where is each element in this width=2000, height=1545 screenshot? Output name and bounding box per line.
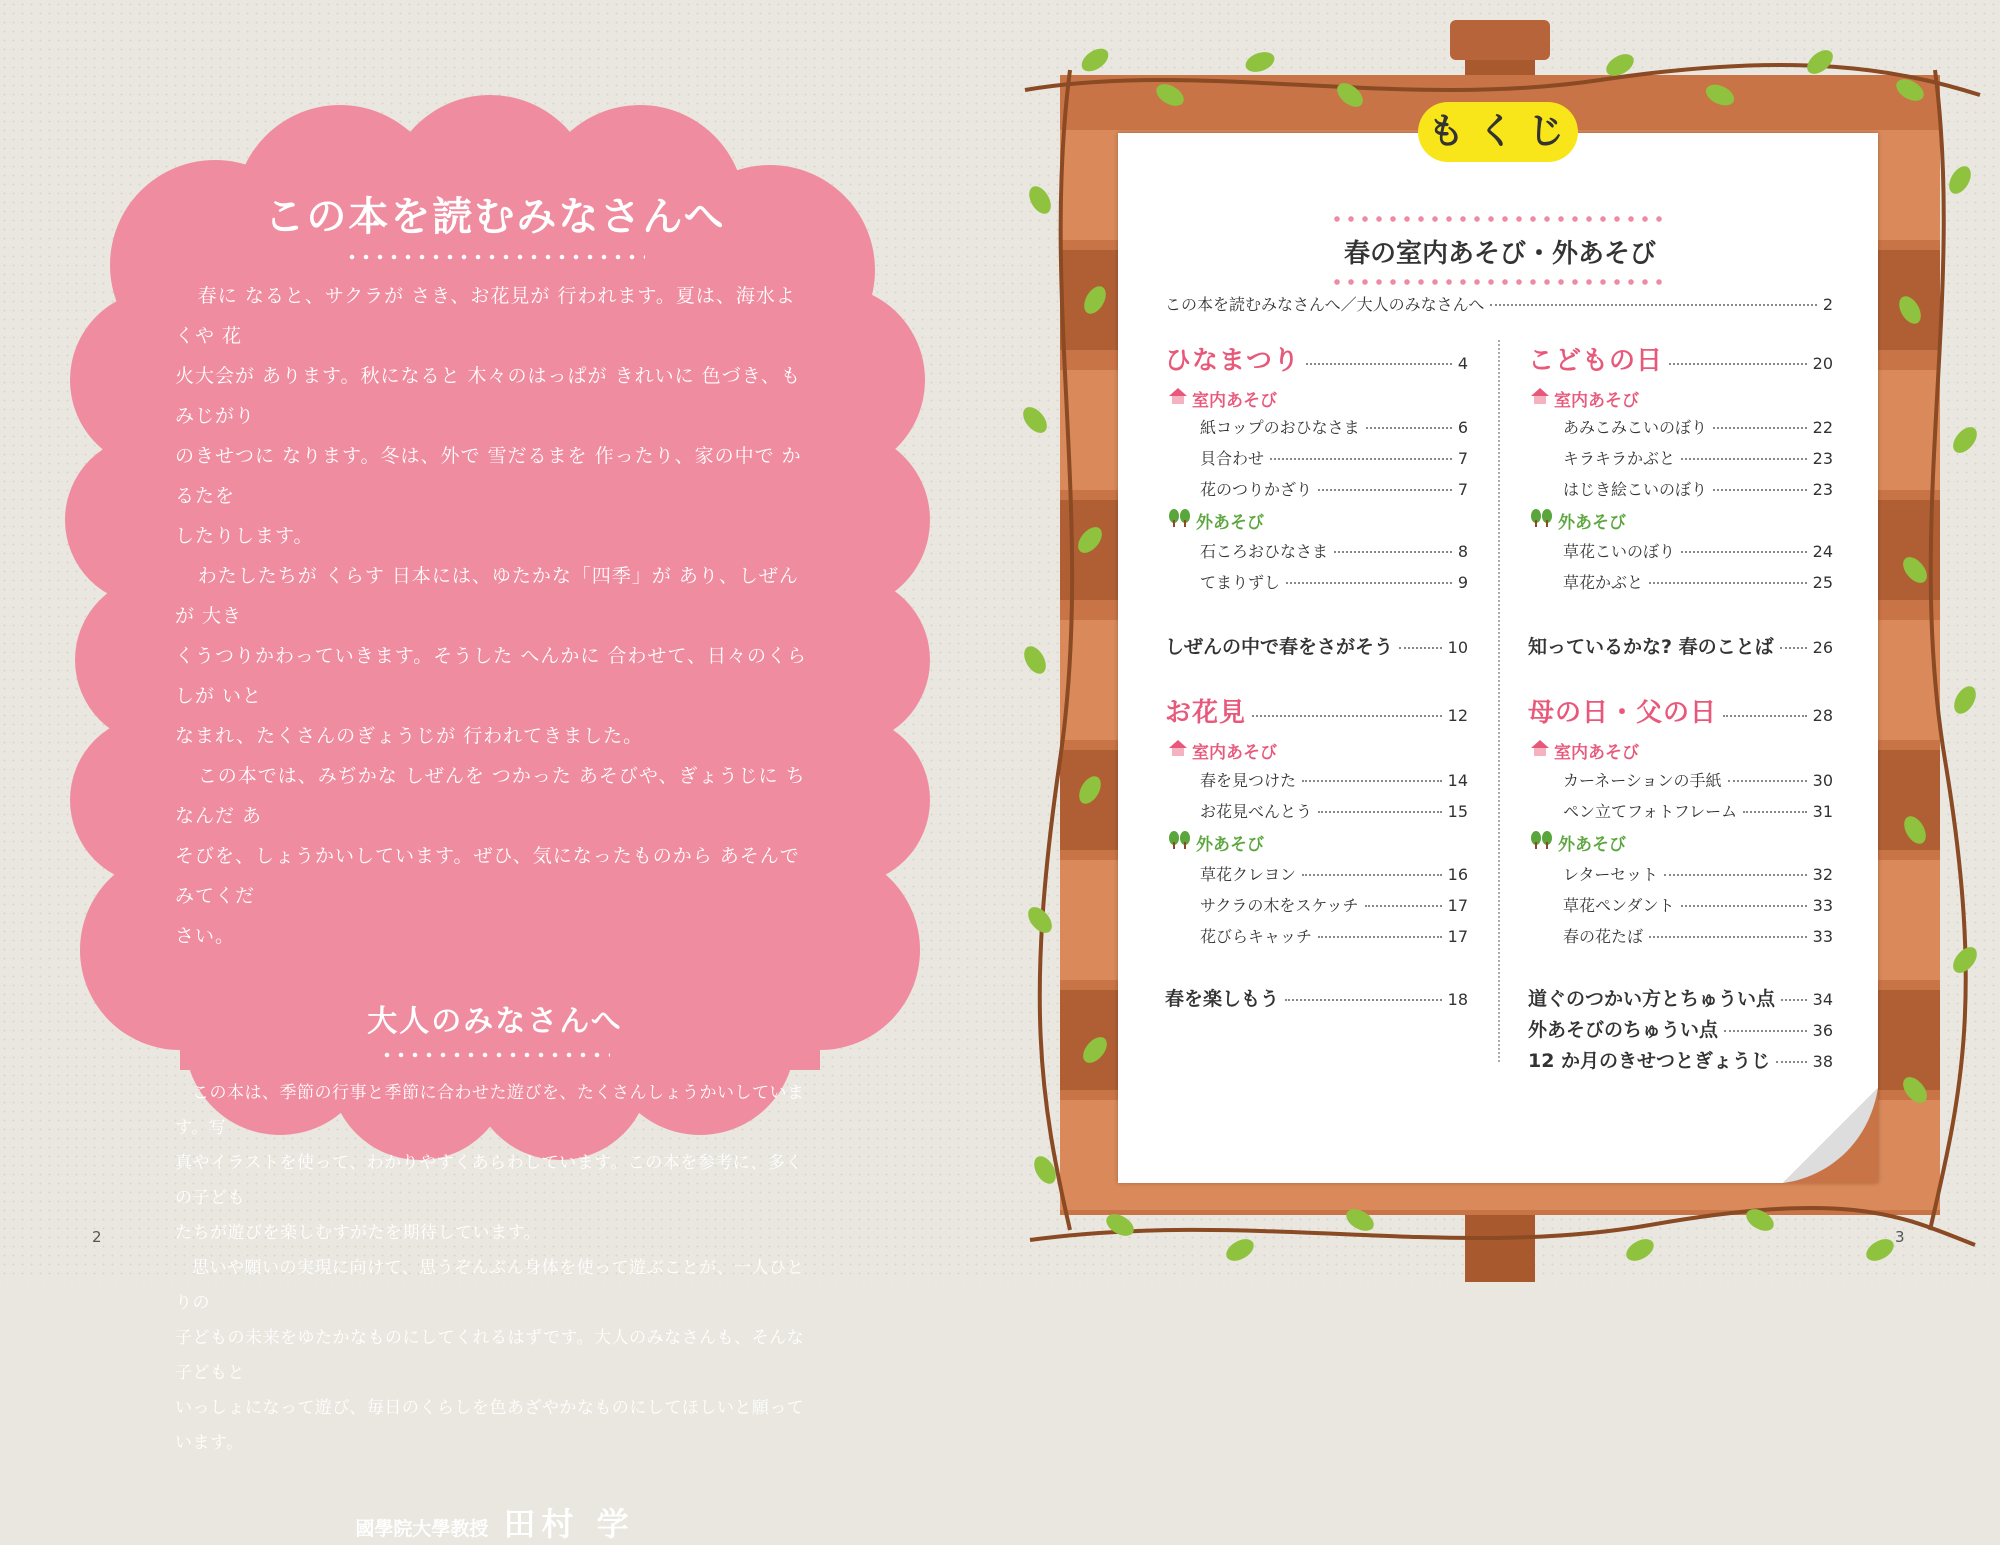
toc-entry-label: 12 か月のきせつとぎょうじ	[1528, 1050, 1771, 1072]
dot-leader	[1286, 582, 1452, 584]
toc-entry-page: 32	[1812, 865, 1833, 884]
toc-entry-page: 22	[1812, 418, 1833, 437]
dot-leader	[1399, 647, 1442, 649]
house-icon	[1168, 739, 1188, 762]
toc-entry[interactable]	[1200, 862, 1468, 885]
dotted-divider	[380, 1050, 610, 1060]
toc-entry[interactable]	[1563, 477, 1833, 500]
paragraph-line: この本では、みぢかな しぜんを つかった あそびや、ぎょうじに ちなんだ あ	[175, 765, 806, 827]
toc-entry-page: 23	[1812, 449, 1833, 468]
paragraph-line: 火大会が あります。秋になると 木々のはっぱが きれいに 色づき、もみじがり	[175, 365, 801, 427]
toc-entry-page: 9	[1457, 573, 1468, 592]
paragraph-line: なまれ、たくさんのぎょうじが 行われてきました。	[175, 725, 644, 747]
contents-badge: もくじ	[1418, 102, 1578, 162]
indoor-play-label: 室内あそび	[1192, 743, 1277, 763]
toc-entry-label: この本を読むみなさんへ／大人のみなさんへ	[1165, 295, 1485, 314]
toc-entry-extra[interactable]	[1528, 984, 1833, 1011]
paragraph-line: たちが遊びを楽しむすがたを期待しています。	[175, 1223, 542, 1243]
trees-icon	[1168, 509, 1192, 532]
dot-leader	[1306, 363, 1452, 365]
toc-entry[interactable]	[1563, 570, 1833, 593]
page-number-left: 2	[92, 1228, 102, 1246]
dot-leader	[1681, 905, 1807, 907]
toc-entry-page: 25	[1812, 573, 1833, 592]
toc-entry-label: 紙コップのおひなさま	[1200, 418, 1360, 437]
toc-entry-page: 2	[1822, 295, 1833, 314]
children-intro	[175, 276, 815, 956]
toc-entry-label: お花見べんとう	[1200, 802, 1313, 821]
toc-entry[interactable]	[1563, 799, 1833, 822]
outdoor-play-label: 外あそび	[1196, 513, 1264, 533]
toc-entry-page: 15	[1447, 802, 1468, 821]
paragraph-line: 子どもの未来をゆたかなものにしてくれるはずです。大人のみなさんも、そんな子どもと	[175, 1328, 805, 1383]
toc-entry[interactable]	[1563, 539, 1833, 562]
left-page-text	[175, 185, 815, 1545]
indoor-play-label: 室内あそび	[1554, 743, 1639, 763]
page-curl-icon	[1783, 1088, 1878, 1183]
toc-entry-label: レターセット	[1563, 865, 1659, 884]
toc-entry-page: 8	[1457, 542, 1468, 561]
toc-entry-feature[interactable]	[1165, 632, 1468, 659]
toc-entry-label: 石ころおひなさま	[1200, 542, 1329, 561]
outdoor-play-label: 外あそび	[1196, 835, 1264, 855]
toc-entry[interactable]	[1200, 893, 1468, 916]
paragraph-line: のきせつに なります。冬は、外で 雪だるまを 作ったり、家の中で かるたを	[175, 445, 802, 507]
toc-entry-label: キラキラかぶと	[1563, 449, 1676, 468]
toc-entry-extra[interactable]	[1528, 1046, 1833, 1073]
dot-leader	[1664, 874, 1807, 876]
dot-leader	[1302, 874, 1442, 876]
toc-entry-hinamatsuri[interactable]	[1165, 340, 1468, 377]
dot-leader	[1724, 1030, 1807, 1032]
dot-leader	[1723, 715, 1807, 717]
toc-entry-label: 草花ペンダント	[1563, 896, 1675, 915]
toc-entry-page: 33	[1812, 927, 1833, 946]
toc-entry-label: あみこみこいのぼり	[1563, 418, 1708, 437]
indoor-play-heading	[1168, 738, 1277, 763]
toc-category-label: ひなまつり	[1165, 346, 1301, 376]
dot-leader	[1649, 582, 1807, 584]
paragraph-line: 真やイラストを使って、わかりやすくあらわしています。この本を参考に、多くの子ども	[175, 1153, 803, 1208]
toc-entry-page: 26	[1812, 638, 1833, 657]
toc-entry[interactable]	[1200, 768, 1468, 791]
toc-entry[interactable]	[1200, 446, 1468, 469]
toc-entry-label: 草花こいのぼり	[1563, 542, 1676, 561]
toc-entry-label: はじき絵こいのぼり	[1563, 480, 1708, 499]
toc-entry-page: 17	[1447, 927, 1468, 946]
dot-leader	[1681, 458, 1807, 460]
house-icon	[1168, 387, 1188, 410]
toc-entry-label: 道ぐのつかい方とちゅうい点	[1528, 988, 1776, 1010]
dot-leader	[1302, 780, 1442, 782]
house-icon	[1530, 739, 1550, 762]
outdoor-play-heading	[1530, 830, 1626, 855]
toc-heading-title: 春の室内あそび・外あそび	[1343, 239, 1656, 269]
toc-entry-page: 12	[1447, 706, 1468, 725]
toc-entry-label: 草花クレヨン	[1200, 865, 1297, 884]
dot-leader	[1713, 427, 1807, 429]
outdoor-play-heading	[1168, 508, 1264, 533]
toc-entry[interactable]	[1563, 862, 1833, 885]
indoor-play-heading	[1530, 738, 1639, 763]
dot-leader	[1365, 905, 1442, 907]
page-number-right: 3	[1895, 1228, 1905, 1246]
toc-entry-label: しぜんの中で春をさがそう	[1165, 636, 1394, 658]
outdoor-play-heading	[1168, 830, 1264, 855]
paragraph-line: くうつりかわっていきます。そうした へんかに 合わせて、日々のくらしが いと	[175, 645, 807, 707]
author-affiliation: 國學院大學教授	[355, 1518, 489, 1540]
column-divider	[1498, 340, 1500, 1062]
paragraph-line: 春に なると、サクラが さき、お花見が 行われます。夏は、海水よくや 花	[175, 285, 796, 347]
outdoor-play-label: 外あそび	[1558, 513, 1626, 533]
title-for-adults: 大人のみなさんへ	[367, 1004, 623, 1039]
dot-leader	[1780, 647, 1807, 649]
outdoor-play-label: 外あそび	[1558, 835, 1626, 855]
toc-entry[interactable]	[1200, 415, 1468, 438]
dot-leader	[1252, 715, 1442, 717]
toc-heading	[1330, 215, 1670, 286]
indoor-play-label: 室内あそび	[1554, 391, 1639, 411]
toc-entry-label: 草花かぶと	[1563, 573, 1644, 592]
paragraph-line: さい。	[175, 925, 236, 947]
toc-category-label: お花見	[1165, 698, 1247, 728]
toc-entry[interactable]	[1200, 539, 1468, 562]
toc-entry-label: ペン立てフォトフレーム	[1563, 802, 1738, 821]
trees-icon	[1530, 509, 1554, 532]
toc-entry-label: 春を見つけた	[1200, 771, 1297, 790]
toc-entry[interactable]	[1563, 446, 1833, 469]
paragraph-line: わたしたちが くらす 日本には、ゆたかな「四季」が あり、しぜんが 大き	[175, 565, 799, 627]
toc-entry-label: てまりずし	[1200, 573, 1281, 592]
trees-icon	[1530, 831, 1554, 854]
toc-entry-label: 外あそびのちゅうい点	[1528, 1019, 1719, 1041]
toc-entry-page: 34	[1812, 990, 1833, 1009]
indoor-play-heading	[1530, 386, 1639, 411]
dot-leader	[1681, 551, 1807, 553]
toc-entry[interactable]	[1563, 415, 1833, 438]
toc-entry-ohanami[interactable]	[1165, 692, 1468, 729]
paragraph-line: 思いや願いの実現に向けて、思うぞんぶん身体を使って遊ぶことが、一人ひとりの	[175, 1258, 805, 1313]
author-name: 田村 学	[503, 1505, 635, 1543]
toc-entry-label: 花びらキャッチ	[1200, 927, 1313, 946]
title-for-children: この本を読むみなさんへ	[264, 194, 726, 240]
pink-dotted-divider	[1330, 278, 1670, 286]
dot-leader	[1776, 1061, 1807, 1063]
toc-entry-page: 7	[1457, 480, 1468, 499]
toc-entry[interactable]	[1200, 477, 1468, 500]
toc-entry-page: 6	[1457, 418, 1468, 437]
indoor-play-label: 室内あそび	[1192, 391, 1277, 411]
dot-leader	[1334, 551, 1452, 553]
dotted-divider	[345, 252, 645, 262]
toc-entry-page: 20	[1812, 354, 1833, 373]
dot-leader	[1285, 999, 1442, 1001]
toc-entry[interactable]	[1200, 570, 1468, 593]
toc-entry[interactable]	[1563, 924, 1833, 947]
toc-entry-page: 31	[1812, 802, 1833, 821]
toc-entry-feature[interactable]	[1165, 984, 1468, 1011]
dot-leader	[1743, 811, 1807, 813]
outdoor-play-heading	[1530, 508, 1626, 533]
house-icon	[1530, 387, 1550, 410]
dot-leader	[1713, 489, 1807, 491]
toc-entry-page: 30	[1812, 771, 1833, 790]
toc-entry-page: 16	[1447, 865, 1468, 884]
pink-dotted-divider	[1330, 215, 1670, 223]
toc-entry[interactable]	[1200, 924, 1468, 947]
toc-entry-page: 36	[1812, 1021, 1833, 1040]
toc-entry-label: 春を楽しもう	[1165, 988, 1280, 1010]
toc-entry-page: 18	[1447, 990, 1468, 1009]
dot-leader	[1366, 427, 1452, 429]
dot-leader	[1318, 489, 1452, 491]
toc-entry-page: 4	[1457, 354, 1468, 373]
toc-entry-label: サクラの木をスケッチ	[1200, 896, 1359, 915]
toc-entry-feature[interactable]	[1528, 632, 1833, 659]
paragraph-line: したりします。	[175, 525, 314, 547]
toc-entry-kodomonohi[interactable]	[1528, 340, 1833, 377]
toc-entry-page: 38	[1812, 1052, 1833, 1071]
dot-leader	[1318, 811, 1442, 813]
author-signature	[175, 1499, 815, 1545]
toc-entry-intro[interactable]	[1165, 292, 1833, 315]
toc-entry-page: 23	[1812, 480, 1833, 499]
dot-leader	[1270, 458, 1452, 460]
toc-entry-label: カーネーションの手紙	[1563, 771, 1722, 790]
toc-entry-page: 7	[1457, 449, 1468, 468]
toc-entry[interactable]	[1563, 768, 1833, 791]
toc-entry-extra[interactable]	[1528, 1015, 1833, 1042]
toc-category-label: こどもの日	[1528, 346, 1664, 376]
adults-intro	[175, 1076, 815, 1461]
dot-leader	[1669, 363, 1807, 365]
dot-leader	[1781, 999, 1807, 1001]
toc-entry-label: 貝合わせ	[1200, 449, 1265, 468]
toc-entry-page: 17	[1447, 896, 1468, 915]
paragraph-line: そびを、しょうかいしています。ぜひ、気になったものから あそんでみてくだ	[175, 845, 800, 907]
toc-entry[interactable]	[1200, 799, 1468, 822]
toc-entry-page: 24	[1812, 542, 1833, 561]
dot-leader	[1649, 936, 1807, 938]
indoor-play-heading	[1168, 386, 1277, 411]
toc-entry-label: 花のつりかざり	[1200, 480, 1313, 499]
toc-category-label: 母の日・父の日	[1528, 698, 1718, 728]
toc-entry[interactable]	[1563, 893, 1833, 916]
toc-entry-page: 28	[1812, 706, 1833, 725]
toc-entry-page: 14	[1447, 771, 1468, 790]
trees-icon	[1168, 831, 1192, 854]
toc-entry-label: 春の花たば	[1563, 927, 1644, 946]
paragraph-line: この本は、季節の行事と季節に合わせた遊びを、たくさんしょうかいしています。写	[175, 1083, 805, 1138]
toc-entry-mothers-fathers-day[interactable]	[1528, 692, 1833, 729]
dot-leader	[1728, 780, 1807, 782]
toc-entry-label: 知っているかな? 春のことば	[1528, 636, 1774, 658]
dot-leader	[1490, 304, 1816, 306]
paragraph-line: いっしょになって遊び、毎日のくらしを色あざやかなものにしてほしいと願っています。	[175, 1398, 805, 1453]
dot-leader	[1318, 936, 1442, 938]
toc-entry-page: 33	[1812, 896, 1833, 915]
toc-entry-page: 10	[1447, 638, 1468, 657]
